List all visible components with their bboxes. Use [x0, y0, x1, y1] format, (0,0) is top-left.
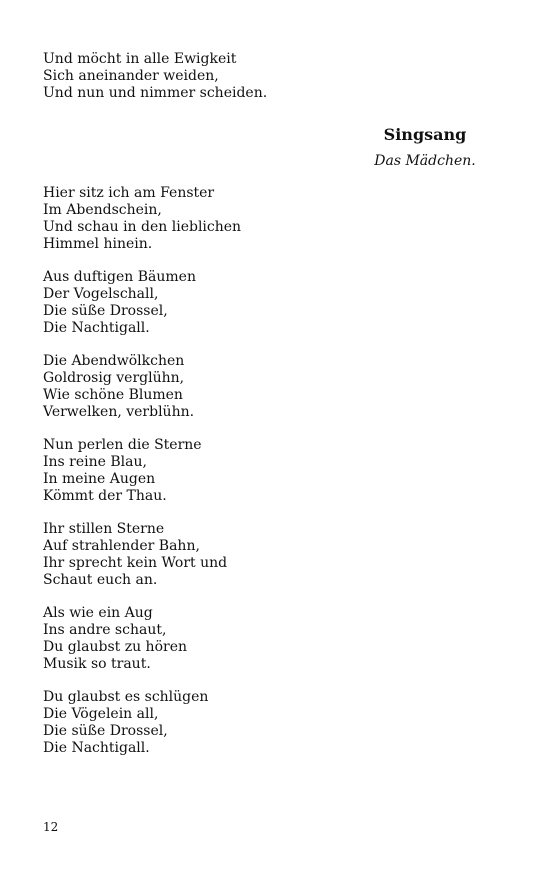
- poem-line: Du glaubst zu hören: [43, 639, 187, 655]
- poem-line: Ins reine Blau,: [43, 454, 147, 470]
- stanza-6: [43, 605, 187, 673]
- poem-line: Die Abendwölkchen: [43, 353, 185, 369]
- poem-line: Wie schöne Blumen: [43, 387, 183, 403]
- poem-line: Hier sitz ich am Fenster: [43, 185, 215, 201]
- stanza-4: [43, 437, 202, 505]
- poem-line: Kömmt der Thau.: [43, 488, 167, 504]
- poem-line: Der Vogelschall,: [43, 286, 159, 302]
- poem-line: Sich aneinander weiden,: [43, 68, 219, 84]
- poem-line: Im Abendschein,: [43, 202, 162, 218]
- poem-line: Auf strahlender Bahn,: [43, 538, 200, 554]
- poem-line: Ihr stillen Sterne: [43, 521, 165, 537]
- poem-heading: [0, 124, 540, 171]
- poem-line: Die Nachtigall.: [43, 320, 150, 336]
- poem-line: Nun perlen die Sterne: [43, 437, 202, 453]
- page-number: 12: [43, 820, 59, 834]
- poem-line: Als wie ein Aug: [43, 605, 153, 621]
- stanza-1: [43, 185, 241, 253]
- intro-stanza: [43, 51, 267, 102]
- poem-line: Und schau in den lieblichen: [43, 219, 242, 235]
- poem-line: Ihr sprecht kein Wort und: [43, 555, 228, 571]
- poem-line: Himmel hinein.: [43, 236, 153, 252]
- stanza-3: [43, 353, 194, 421]
- poem-line: Du glaubst es schlügen: [43, 689, 209, 705]
- poem-line: Musik so traut.: [43, 656, 151, 672]
- stanza-2: [43, 269, 196, 337]
- poem-line: Und nun und nimmer scheiden.: [43, 85, 268, 101]
- poem-line: Verwelken, verblühn.: [43, 404, 195, 420]
- poem-title: Singsang: [383, 125, 467, 144]
- poem-line: Die Nachtigall.: [43, 740, 150, 756]
- poem-line: Die süße Drossel,: [43, 303, 168, 319]
- poem-line: Schaut euch an.: [43, 572, 158, 588]
- stanza-5: [43, 521, 227, 589]
- poem-subtitle: Das Mädchen.: [374, 153, 476, 169]
- poem-line: Die süße Drossel,: [43, 723, 168, 739]
- stanza-7: [43, 689, 208, 757]
- poem-line: Aus duftigen Bäumen: [43, 269, 196, 285]
- poem-line: Ins andre schaut,: [43, 622, 167, 638]
- poem-line: Die Vögelein all,: [43, 706, 159, 722]
- poem-line: Goldrosig verglühn,: [43, 370, 185, 386]
- poem-line: Und möcht in alle Ewigkeit: [43, 51, 237, 67]
- poem-line: In meine Augen: [43, 471, 156, 487]
